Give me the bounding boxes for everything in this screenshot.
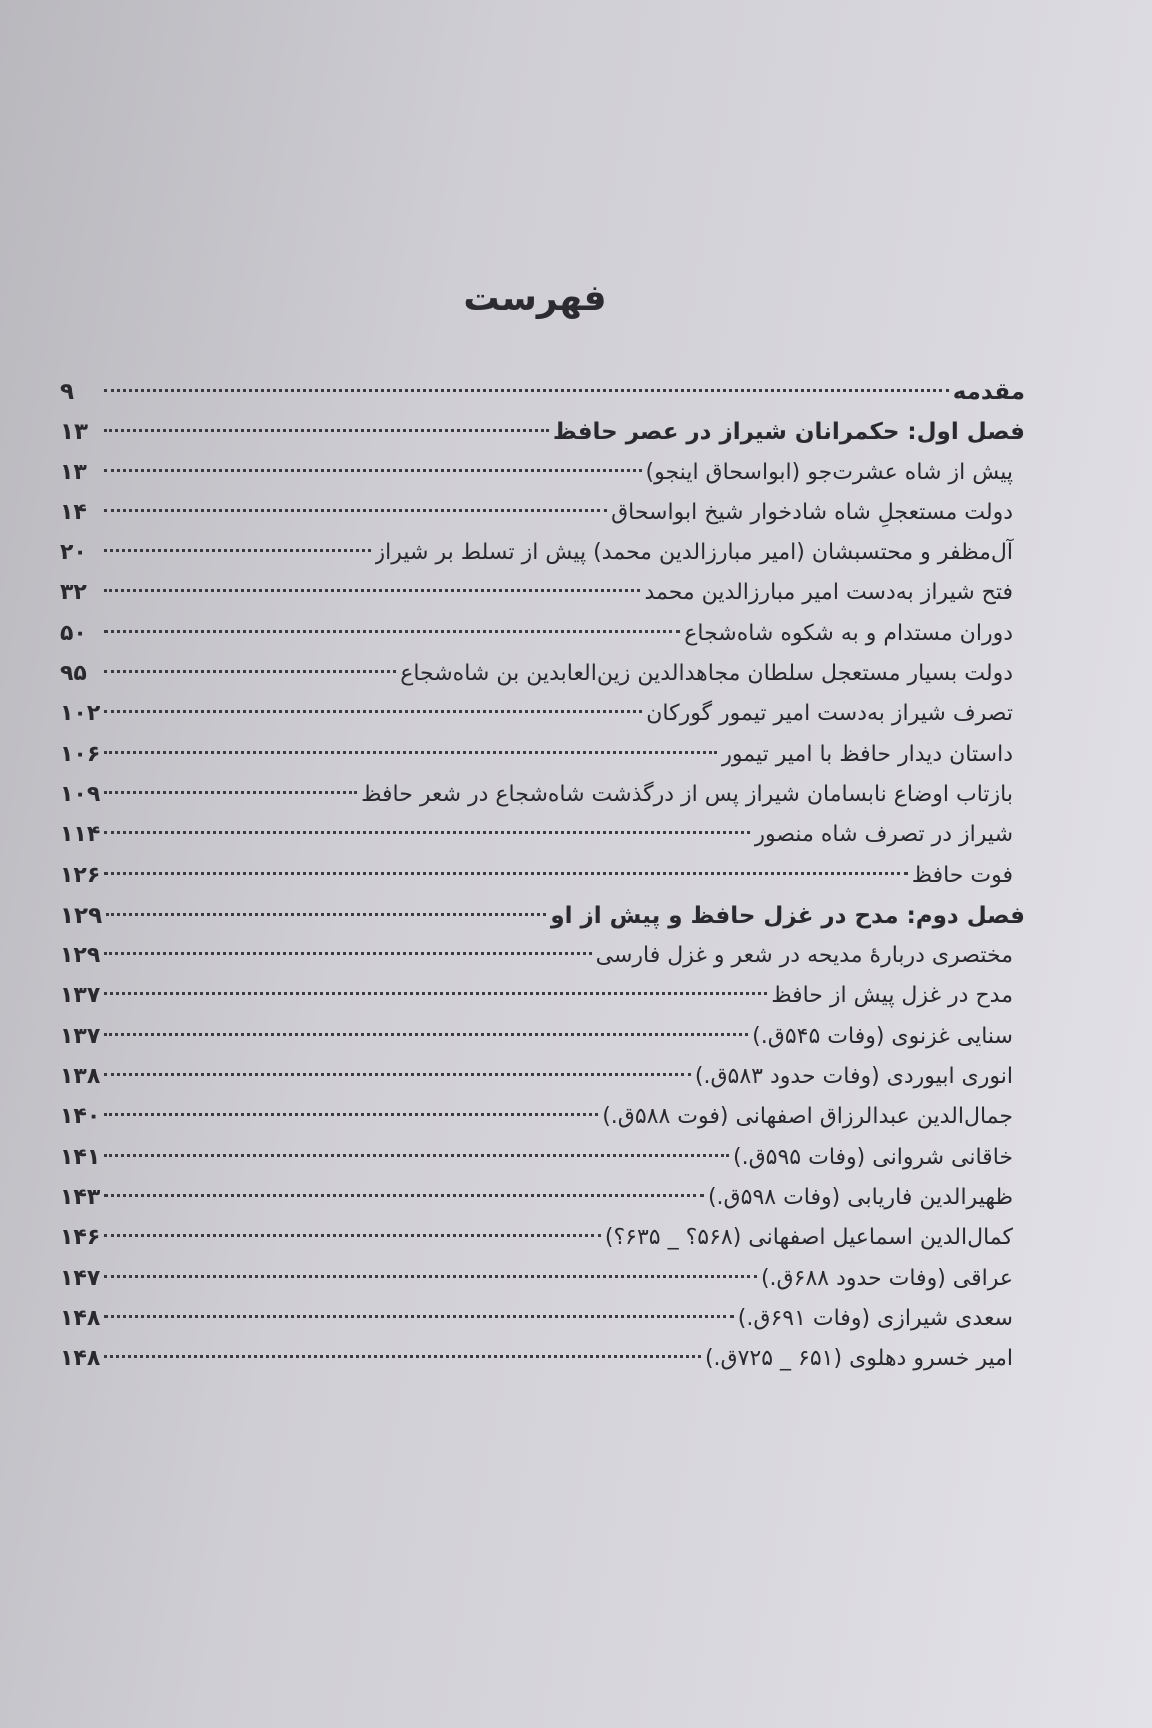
toc-entry [60, 533, 1025, 573]
toc-entry-page-number: ۱۳۷ [60, 983, 101, 1009]
toc-entry [60, 1057, 1025, 1097]
dot-leader [104, 831, 750, 834]
dot-leader [104, 751, 717, 754]
toc-entry-page-number: ۱۳ [60, 419, 89, 446]
toc-entry [60, 1138, 1025, 1178]
toc-entry-page-number: ۲۰ [60, 540, 87, 566]
table-of-contents [60, 372, 1025, 1379]
toc-entry-page-number: ۳۲ [60, 580, 87, 606]
toc-entry-page-number: ۱۰۹ [60, 781, 101, 807]
toc-entry [60, 1017, 1025, 1057]
toc-entry-label: مختصری دربارهٔ مدیحه در شعر و غزل فارسی [595, 943, 1013, 969]
toc-entry-label: امیر خسرو دهلوی (۶۵۱ _ ۷۲۵ق.) [704, 1346, 1013, 1372]
dot-leader [104, 1073, 691, 1076]
toc-entry-label: خاقانی شروانی (وفات ۵۹۵ق.) [733, 1144, 1013, 1170]
toc-entry [60, 815, 1025, 855]
toc-entry [60, 1218, 1025, 1258]
toc-entry-label: مدح در غزل پیش از حافظ [771, 983, 1013, 1009]
toc-entry-page-number: ۱۰۶ [60, 741, 101, 767]
toc-entry-label: فصل دوم: مدح در غزل حافظ و پیش از او [550, 902, 1025, 929]
toc-entry-page-number: ۱۲۹ [60, 902, 103, 929]
dot-leader [104, 630, 680, 633]
toc-entry-label: پیش از شاه عشرت‌جو (ابواسحاق اینجو) [645, 459, 1013, 485]
toc-entry-label: سنایی غزنوی (وفات ۵۴۵ق.) [752, 1023, 1013, 1049]
dot-leader [104, 872, 907, 875]
toc-entry-page-number: ۱۱۴ [60, 822, 101, 848]
toc-entry [60, 1339, 1025, 1379]
toc-entry [60, 1299, 1025, 1339]
toc-entry [60, 654, 1025, 694]
toc-entry-label: فتح شیراز به‌دست امیر مبارزالدین محمد [644, 580, 1013, 606]
toc-entry-label: دوران مستدام و به شکوه شاه‌شجاع [684, 620, 1013, 646]
toc-entry [60, 976, 1025, 1016]
toc-entry [60, 412, 1025, 452]
toc-entry-page-number: ۱۴۸ [60, 1305, 101, 1331]
toc-entry [60, 1259, 1025, 1299]
toc-entry-label: داستان دیدار حافظ با امیر تیمور [721, 741, 1013, 767]
toc-entry [60, 372, 1025, 412]
toc-entry-page-number: ۱۴۶ [60, 1225, 101, 1251]
dot-leader [104, 389, 949, 392]
toc-entry [60, 453, 1025, 493]
toc-entry-page-number: ۵۰ [60, 620, 87, 646]
toc-entry [60, 493, 1025, 533]
toc-entry-label: تصرف شیراز به‌دست امیر تیمور گورکان [646, 701, 1013, 727]
toc-entry [60, 896, 1025, 936]
toc-entry [60, 1097, 1025, 1137]
toc-entry-label: فصل اول: حکمرانان شیراز در عصر حافظ [552, 419, 1025, 446]
dot-leader [104, 1113, 598, 1116]
toc-entry [60, 694, 1025, 734]
dot-leader [104, 1355, 701, 1358]
toc-entry-page-number: ۹ [60, 379, 75, 405]
toc-entry-page-number: ۱۴۸ [60, 1346, 101, 1372]
toc-entry-page-number: ۱۴۰ [60, 1104, 101, 1130]
toc-entry-label: کمال‌الدین اسماعیل اصفهانی (۵۶۸؟ _ ۶۳۵؟) [604, 1225, 1013, 1251]
toc-entry-page-number: ۱۴۳ [60, 1184, 101, 1210]
dot-leader [104, 791, 357, 794]
dot-leader [104, 1315, 733, 1318]
toc-entry-label: سعدی شیرازی (وفات ۶۹۱ق.) [737, 1305, 1013, 1331]
toc-entry [60, 1178, 1025, 1218]
toc-entry-label: دولت بسیار مستعجل سلطان مجاهدالدین زین‌العابدین بن شاه‌شجاع [400, 661, 1013, 687]
dot-leader [104, 992, 767, 995]
toc-entry [60, 735, 1025, 775]
toc-entry [60, 573, 1025, 613]
dot-leader [104, 469, 642, 472]
toc-entry-label: آل‌مظفر و محتسبشان (امیر مبارزالدین محمد) پیش از تسلط بر شیراز [374, 540, 1013, 566]
dot-leader [106, 913, 546, 916]
toc-entry-page-number: ۱۳۸ [60, 1064, 101, 1090]
toc-entry-label: جمال‌الدین عبدالرزاق اصفهانی (فوت ۵۸۸ق.) [602, 1104, 1013, 1130]
toc-entry-page-number: ۹۵ [60, 661, 87, 687]
toc-entry-label: دولت مستعجلِ شاه شادخوار شیخ ابواسحاق [611, 499, 1013, 525]
toc-entry-label: ظهیرالدین فاریابی (وفات ۵۹۸ق.) [707, 1184, 1013, 1210]
dot-leader [104, 429, 549, 432]
dot-leader [104, 1154, 729, 1157]
toc-entry-label: مقدمه [952, 379, 1025, 405]
toc-entry [60, 936, 1025, 976]
dot-leader [104, 670, 396, 673]
dot-leader [104, 509, 607, 512]
toc-entry-label: بازتاب اوضاع نابسامان شیراز پس از درگذشت شاه‌شجاع در شعر حافظ [361, 781, 1013, 807]
toc-entry-page-number: ۱۰۲ [60, 701, 101, 727]
dot-leader [104, 1234, 601, 1237]
dot-leader [104, 589, 640, 592]
toc-entry-page-number: ۱۴۷ [60, 1265, 101, 1291]
toc-entry-page-number: ۱۲۹ [60, 943, 101, 969]
toc-entry [60, 775, 1025, 815]
toc-entry-label: فوت حافظ [911, 862, 1013, 888]
toc-entry-label: عراقی (وفات حدود ۶۸۸ق.) [760, 1265, 1013, 1291]
toc-entry-page-number: ۱۳ [60, 459, 87, 485]
toc-entry [60, 614, 1025, 654]
dot-leader [104, 1275, 757, 1278]
toc-entry-label: انوری ابیوردی (وفات حدود ۵۸۳ق.) [694, 1064, 1013, 1090]
toc-entry-page-number: ۱۴۱ [60, 1144, 101, 1170]
toc-entry-label: شیراز در تصرف شاه منصور [754, 822, 1013, 848]
toc-entry-page-number: ۱۲۶ [60, 862, 101, 888]
toc-entry-page-number: ۱۴ [60, 499, 87, 525]
dot-leader [104, 1194, 704, 1197]
page-title: فهرست [463, 278, 607, 319]
dot-leader [104, 1033, 748, 1036]
dot-leader [104, 710, 642, 713]
toc-entry-page-number: ۱۳۷ [60, 1023, 101, 1049]
dot-leader [104, 549, 371, 552]
toc-entry [60, 856, 1025, 896]
dot-leader [104, 952, 591, 955]
